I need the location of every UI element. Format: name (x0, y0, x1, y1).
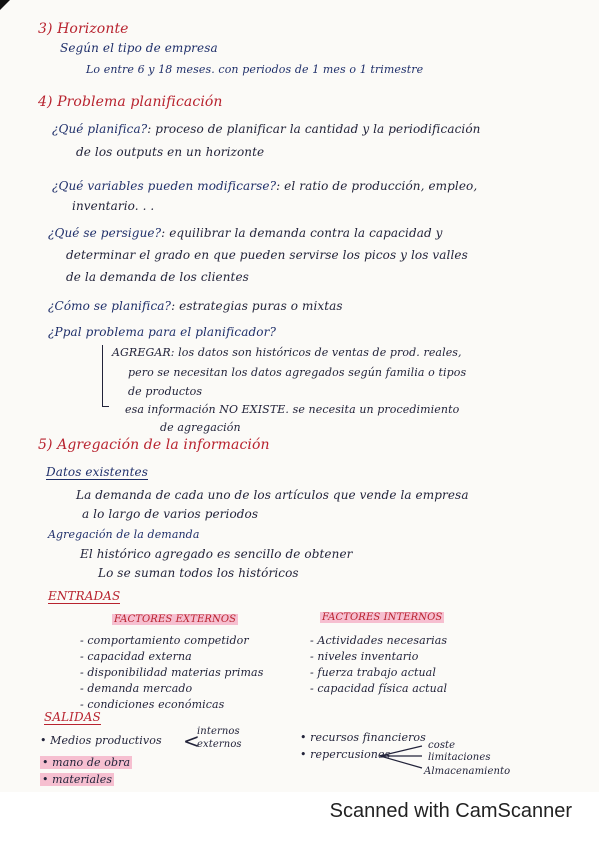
q1-text: : proceso de planificar la cantidad y la periodificación (147, 122, 481, 136)
salida-1-internos: internos (197, 726, 240, 737)
footer-text: Scanned with CamScanner (329, 800, 572, 822)
q2-text: : el ratio de producción, empleo, (276, 179, 478, 193)
q3-row (48, 226, 443, 240)
salida-5-almacenamiento: Almacenamiento (424, 766, 511, 777)
q1-cont: de los outputs en un horizonte (76, 145, 265, 159)
salida-5-coste: coste (428, 740, 456, 751)
agregar-cont1: pero se necesitan los datos agregados según familia o tipos (128, 366, 467, 379)
agregar-cont2: de productos (128, 385, 203, 398)
col2-item-2: - niveles inventario (310, 650, 419, 663)
agregar-label: AGREGAR (112, 346, 171, 359)
q3-cont2: de la demanda de los clientes (66, 270, 249, 284)
entradas-label: ENTRADAS (48, 589, 121, 603)
col2-item-3: - fuerza trabajo actual (310, 666, 436, 679)
salida-1-externos: externos (197, 739, 242, 750)
q4-label: ¿Cómo se planifica? (48, 299, 172, 313)
less-than-brace: < (183, 729, 200, 753)
section-5-title: 5) Agregación de la información (38, 437, 270, 453)
salida-4: • recursos financieros (300, 731, 426, 744)
col1-item-5: - condiciones económicas (80, 698, 225, 711)
salida-2: • mano de obra (42, 756, 131, 769)
col1-item-4: - demanda mercado (80, 682, 193, 695)
q3-label: ¿Qué se persigue? (48, 226, 162, 240)
q3-text: : equilibrar la demanda contra la capacidad y (161, 226, 443, 240)
agreg-text1: El histórico agregado es sencillo de obtener (80, 547, 353, 561)
sec3-line2: Lo entre 6 y 18 meses. con periodos de 1 mes o 1 trimestre (86, 63, 424, 76)
col1-item-1: - comportamiento competidor (80, 634, 249, 647)
q2-row (52, 179, 477, 193)
q4-text: : estrategias puras o mixtas (171, 299, 343, 313)
col1-header: FACTORES EXTERNOS (114, 614, 237, 625)
noexiste-cont: de agregación (160, 421, 241, 434)
col2-header: FACTORES INTERNOS (322, 612, 443, 623)
salida-5-limitaciones: limitaciones (428, 752, 491, 763)
section-3-title: 3) Horizonte (38, 21, 129, 37)
agregar-text: : los datos son históricos de ventas de prod. reales, (170, 346, 462, 359)
q1-label: ¿Qué planifica? (52, 122, 148, 136)
q4-row (48, 299, 343, 313)
repercusiones-branch (378, 742, 428, 772)
page-corner (0, 0, 10, 10)
datos-text2: a lo largo de varios periodos (82, 507, 259, 521)
q5-label: ¿Ppal problema para el planificador? (48, 325, 276, 339)
noexiste-text: esa información NO EXISTE. se necesita un procedimiento (125, 403, 460, 416)
q2-cont: inventario. . . (72, 199, 155, 213)
q3-cont1: determinar el grado en que pueden servirse los picos y los valles (66, 248, 468, 262)
salida-5: • repercusiones (300, 748, 391, 761)
col2-item-4: - capacidad física actual (310, 682, 448, 695)
salida-1: • Medios productivos (40, 734, 162, 747)
salidas-label: SALIDAS (44, 710, 101, 724)
q2-label: ¿Qué variables pueden modificarse? (52, 179, 277, 193)
section-4-title: 4) Problema planificación (38, 94, 223, 110)
col1-item-3: - disponibilidad materias primas (80, 666, 264, 679)
datos-text1: La demanda de cada uno de los artículos que vende la empresa (76, 488, 469, 502)
agregar-arrow (102, 345, 109, 407)
agreg-label: Agregación de la demanda (48, 528, 200, 541)
datos-label: Datos existentes (46, 465, 148, 479)
agregar-row (112, 346, 462, 359)
col1-item-2: - capacidad externa (80, 650, 192, 663)
salida-3: • materiales (42, 773, 113, 786)
agreg-text2: Lo se suman todos los históricos (98, 566, 299, 580)
sec3-line1: Según el tipo de empresa (60, 41, 218, 55)
camscanner-footer (0, 800, 599, 823)
col2-item-1: - Actividades necesarias (310, 634, 448, 647)
q1-row (52, 122, 480, 136)
